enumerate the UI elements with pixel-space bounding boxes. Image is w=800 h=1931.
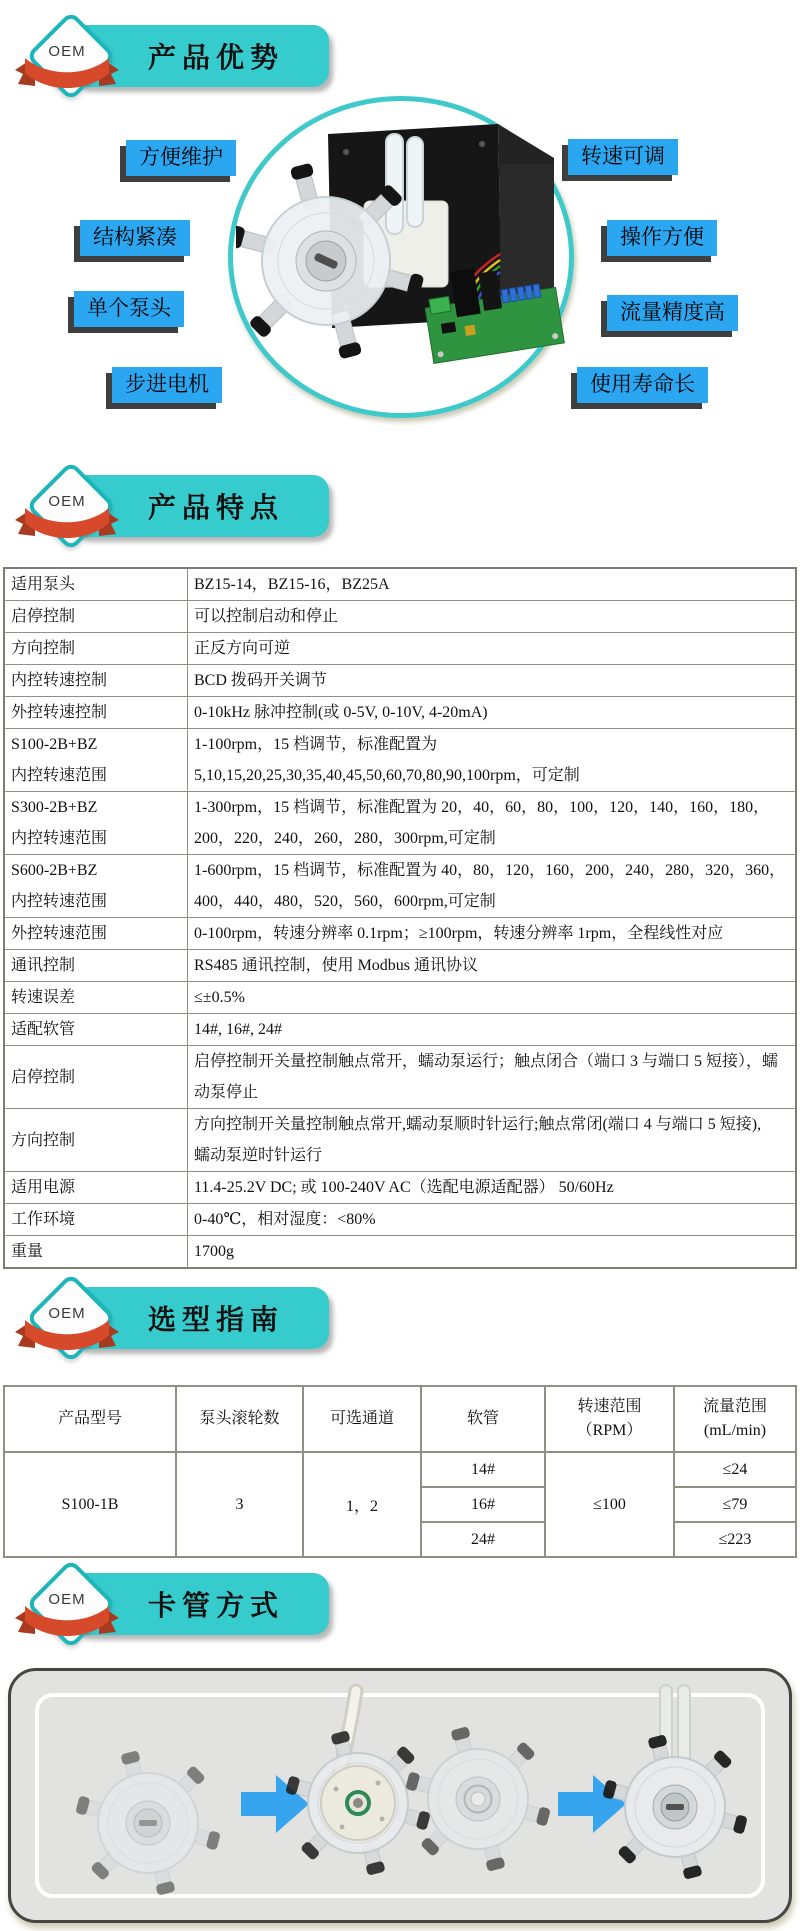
- feature-tag: 方便维护: [126, 140, 236, 176]
- feature-label-cell: 通讯控制: [4, 950, 188, 982]
- feature-value-cell: 1-100rpm，15 档调节，标准配置为 5,10,15,20,25,30,35,40,45,50,60,70,80,90,100rpm，可定制: [188, 729, 797, 792]
- flow-cell: ≤24: [674, 1452, 796, 1487]
- tube-cell: 24#: [421, 1522, 545, 1557]
- table-row: [4, 697, 796, 729]
- feature-value-cell: 11.4-25.2V DC; 或 100-240V AC（选配电源适配器） 50/60Hz: [188, 1172, 797, 1204]
- feature-label-cell: 适配软管: [4, 1014, 188, 1046]
- table-row: [4, 665, 796, 697]
- feature-label-cell: 启停控制: [4, 601, 188, 633]
- feature-label-cell: 内控转速控制: [4, 665, 188, 697]
- selection-table: [3, 1385, 797, 1558]
- model-cell: S100-1B: [4, 1452, 176, 1557]
- oem-badge-label: OEM: [48, 43, 86, 60]
- product-hero: [0, 0, 800, 450]
- feature-tag: 使用寿命长: [577, 367, 708, 403]
- ribbon-icon: [14, 506, 120, 548]
- speed-cell: ≤100: [545, 1452, 674, 1557]
- feature-tag: 单个泵头: [74, 291, 184, 327]
- feature-value-cell: ≤±0.5%: [188, 982, 797, 1014]
- flow-cell: ≤223: [674, 1522, 796, 1557]
- feature-value-cell: 1700g: [188, 1236, 797, 1269]
- col-header-model: 产品型号: [4, 1386, 176, 1452]
- pump-product-photo: [236, 106, 568, 378]
- channels-cell: 1，2: [303, 1452, 421, 1557]
- feature-label-cell: S300-2B+BZ 内控转速范围: [4, 792, 188, 855]
- feature-value-cell: BCD 拨码开关调节: [188, 665, 797, 697]
- ribbon-icon: [14, 1318, 120, 1360]
- col-header-flow: 流量范围 (mL/min): [674, 1386, 796, 1452]
- feature-value-cell: 14#, 16#, 24#: [188, 1014, 797, 1046]
- selection-header-row: [4, 1386, 796, 1452]
- feature-tag: 结构紧凑: [80, 220, 190, 256]
- feature-value-cell: 0-100rpm，转速分辨率 0.1rpm；≥100rpm，转速分辨率 1rpm，全程线性对应: [188, 918, 797, 950]
- feature-value-cell: BZ15-14，BZ15-16，BZ25A: [188, 568, 797, 601]
- feature-value-cell: 0-40℃，相对湿度：<80%: [188, 1204, 797, 1236]
- section-header-selection: [0, 1262, 380, 1380]
- table-row: [4, 633, 796, 665]
- table-row: [4, 1452, 796, 1487]
- feature-label-cell: 工作环境: [4, 1204, 188, 1236]
- feature-label-cell: S100-2B+BZ 内控转速范围: [4, 729, 188, 792]
- feature-label-cell: 适用电源: [4, 1172, 188, 1204]
- features-table-body: [4, 568, 796, 1268]
- feature-tag: 操作方便: [607, 220, 717, 256]
- table-row: [4, 601, 796, 633]
- table-row: [4, 568, 796, 601]
- pump-head-steps-image: [11, 1671, 789, 1920]
- feature-label-cell: 外控转速范围: [4, 918, 188, 950]
- tube-cell: 16#: [421, 1487, 545, 1522]
- section-title: 产品特点: [147, 492, 284, 523]
- pump-head-step-3: [405, 1726, 551, 1872]
- feature-tag: 转速可调: [568, 139, 678, 175]
- col-header-channels: 可选通道: [303, 1386, 421, 1452]
- table-row: [4, 1046, 796, 1109]
- feature-label-cell: 重量: [4, 1236, 188, 1269]
- table-row: [4, 855, 796, 918]
- oem-badge-label: OEM: [48, 1591, 86, 1608]
- feature-label-cell: S600-2B+BZ 内控转速范围: [4, 855, 188, 918]
- section-title: 选型指南: [147, 1304, 284, 1335]
- pump-head-step-1: [75, 1750, 221, 1896]
- rollers-cell: 3: [176, 1452, 303, 1557]
- feature-value-cell: 1-300rpm，15 档调节，标准配置为 20，40，60，80，100，120，140，160，180， 200，220，240，260，280，300rpm,可定制: [188, 792, 797, 855]
- feature-label-cell: 启停控制: [4, 1046, 188, 1109]
- ribbon-icon: [14, 1604, 120, 1646]
- feature-value-cell: 正反方向可逆: [188, 633, 797, 665]
- feature-tag: 流量精度高: [607, 295, 738, 331]
- feature-label-cell: 适用泵头: [4, 568, 188, 601]
- section-header-clamping: [0, 1548, 380, 1666]
- table-row: [4, 1109, 796, 1172]
- table-row: [4, 1172, 796, 1204]
- table-row: [4, 950, 796, 982]
- table-row: [4, 729, 796, 792]
- col-header-tubing: 软管: [421, 1386, 545, 1452]
- feature-value-cell: 0-10kHz 脉冲控制(或 0-5V, 0-10V, 4-20mA): [188, 697, 797, 729]
- table-row: [4, 1014, 796, 1046]
- flow-cell: ≤79: [674, 1487, 796, 1522]
- feature-label-cell: 转速误差: [4, 982, 188, 1014]
- oem-badge-label: OEM: [48, 1305, 86, 1322]
- features-table: [3, 567, 797, 1269]
- feature-label-cell: 方向控制: [4, 1109, 188, 1172]
- section-title: 卡管方式: [147, 1590, 284, 1621]
- section-title: 产品优势: [147, 42, 284, 73]
- pump-head-step-4: [602, 1685, 748, 1880]
- col-header-rollers: 泵头滚轮数: [176, 1386, 303, 1452]
- tube-cell: 14#: [421, 1452, 545, 1487]
- table-row: [4, 918, 796, 950]
- table-row: [4, 1204, 796, 1236]
- oem-badge-label: OEM: [48, 493, 86, 510]
- feature-value-cell: 1-600rpm，15 档调节，标准配置为 40，80，120，160，200，240，280，320，360， 400，440，480，520，560，600rpm,可定制: [188, 855, 797, 918]
- col-header-speed: 转速范围 （RPM）: [545, 1386, 674, 1452]
- feature-value-cell: 可以控制启动和停止: [188, 601, 797, 633]
- feature-value-cell: 方向控制开关量控制触点常开,蠕动泵顺时针运行;触点常闭(端口 4 与端口 5 短接), 蠕动泵逆时针运行: [188, 1109, 797, 1172]
- section-header-features: [0, 450, 380, 568]
- feature-tag: 步进电机: [112, 367, 222, 403]
- table-row: [4, 982, 796, 1014]
- table-row: [4, 792, 796, 855]
- feature-value-cell: 启停控制开关量控制触点常开，蠕动泵运行；触点闭合（端口 3 与端口 5 短接），蠕 动泵停止: [188, 1046, 797, 1109]
- feature-label-cell: 外控转速控制: [4, 697, 188, 729]
- tube-clamping-card: [8, 1668, 792, 1923]
- feature-value-cell: RS485 通讯控制，使用 Modbus 通讯协议: [188, 950, 797, 982]
- feature-label-cell: 方向控制: [4, 633, 188, 665]
